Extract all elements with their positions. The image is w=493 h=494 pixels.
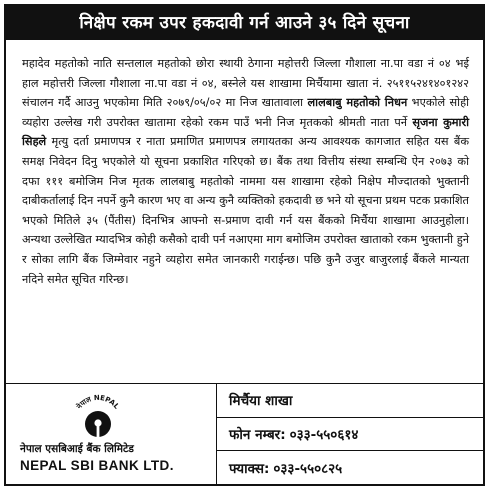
branch-contact-block [217, 384, 483, 484]
fax-row [217, 451, 483, 484]
deceased-name: लालबाबु महतोको निधन [307, 96, 408, 110]
notice-body [6, 40, 483, 374]
phone-number: ०३३-५५०६१४ [289, 427, 359, 443]
svg-text:नेपाल NEPAL [74, 394, 121, 411]
notice-footer [6, 383, 483, 484]
sbi-keyhole-logo-icon [66, 388, 130, 440]
phone-label: फोन नम्बर: [229, 427, 286, 443]
public-notice [4, 4, 485, 486]
bank-name-english: NEPAL SBI BANK LTD. [20, 458, 174, 473]
notice-title: निक्षेप रकम उपर हकदावी गर्न आउने ३५ दिने सूचना [6, 6, 483, 40]
phone-row [217, 418, 483, 452]
body-paragraph-part-3: मृत्यु दर्ता प्रमाणपत्र र नाता प्रमाणित प्रमाणपत्र लगायतका अन्य आवश्यक कागजात सहित यस बैंक समक्ष निवेदन दिनु भएकोले यो सूचना प्रकाशित गरिएको छ। बैंक तथा वित्तीय संस्था सम्बन्धि ऐन २०७३ को दफा १११ बमोजिम निज मृतक लालबाबु महतोको नाममा यस शाखामा रहेको निक्षेप मौज्दातको भुक्तानी दाबीकर्तालाई दिन नपर्ने कुनै कारण भए वा अन्य कुनै व्यक्तिको हकदावी छ भने यो सूचना प्रथम पटक प्रकाशित भएको मितिले ३५ (पैंतीस) दिनभित्र आफ्नो स-प्रमाण दावी गर्न यस बैंकको मिर्चैया शाखामा आउनुहोला। अन्यथा उल्लेखित म्यादभित्र कोही कसैको दावी पर्न नआएमा माग बमोजिम उपरोक्त खाताको रकम भुक्तानी हुने र सोका लागि बैंक जिम्मेवार नहुने व्यहोरा समेत जानकारी गराईन्छ। पछि कुनै उजुर बाजुरलाई बैंकले मान्यता नदिने समेत सूचित गरिन्छ। [22, 135, 469, 286]
logo-arc-text: नेपाल NEPAL [75, 393, 121, 411]
branch-name-row [217, 384, 483, 418]
fax-label: फ्याक्स: [229, 460, 270, 477]
bank-name-nepali: नेपाल एसबिआई बैंक लिमिटेड [20, 443, 134, 455]
body-paragraph-part-1: महादेव महतोको नाति सन्तलाल महतोको छोरा स्थायी ठेगाना महोत्तरी जिल्ला गौशाला ना.पा वडा नं ०४ भई हाल महोत्तरी जिल्ला गौशाला ना.पा वडा नं ०४, बस्नेले यस शाखामा मिर्चैयामा खाता नं. २५११५२४१४०१२४२ संचालन गर्दै आउनु भएकोमा मिति २०७९/०५/०२ मा निज खातावाला [22, 57, 469, 110]
branch-name: मिर्चैया शाखा [229, 393, 293, 410]
body-paragraph-part-2: भएकोले सोही व्यहोरा उल्लेख गरी उपरोक्त खातामा रहेको रकम पाउँ भनी निज मृतकको श्रीमती नाता पर्ने [22, 96, 470, 129]
claimant-name: सृजना कुमारी सिहले [22, 115, 469, 149]
fax-number: ०३३-५५०८२५ [273, 460, 343, 477]
bank-logo-block [6, 384, 217, 484]
